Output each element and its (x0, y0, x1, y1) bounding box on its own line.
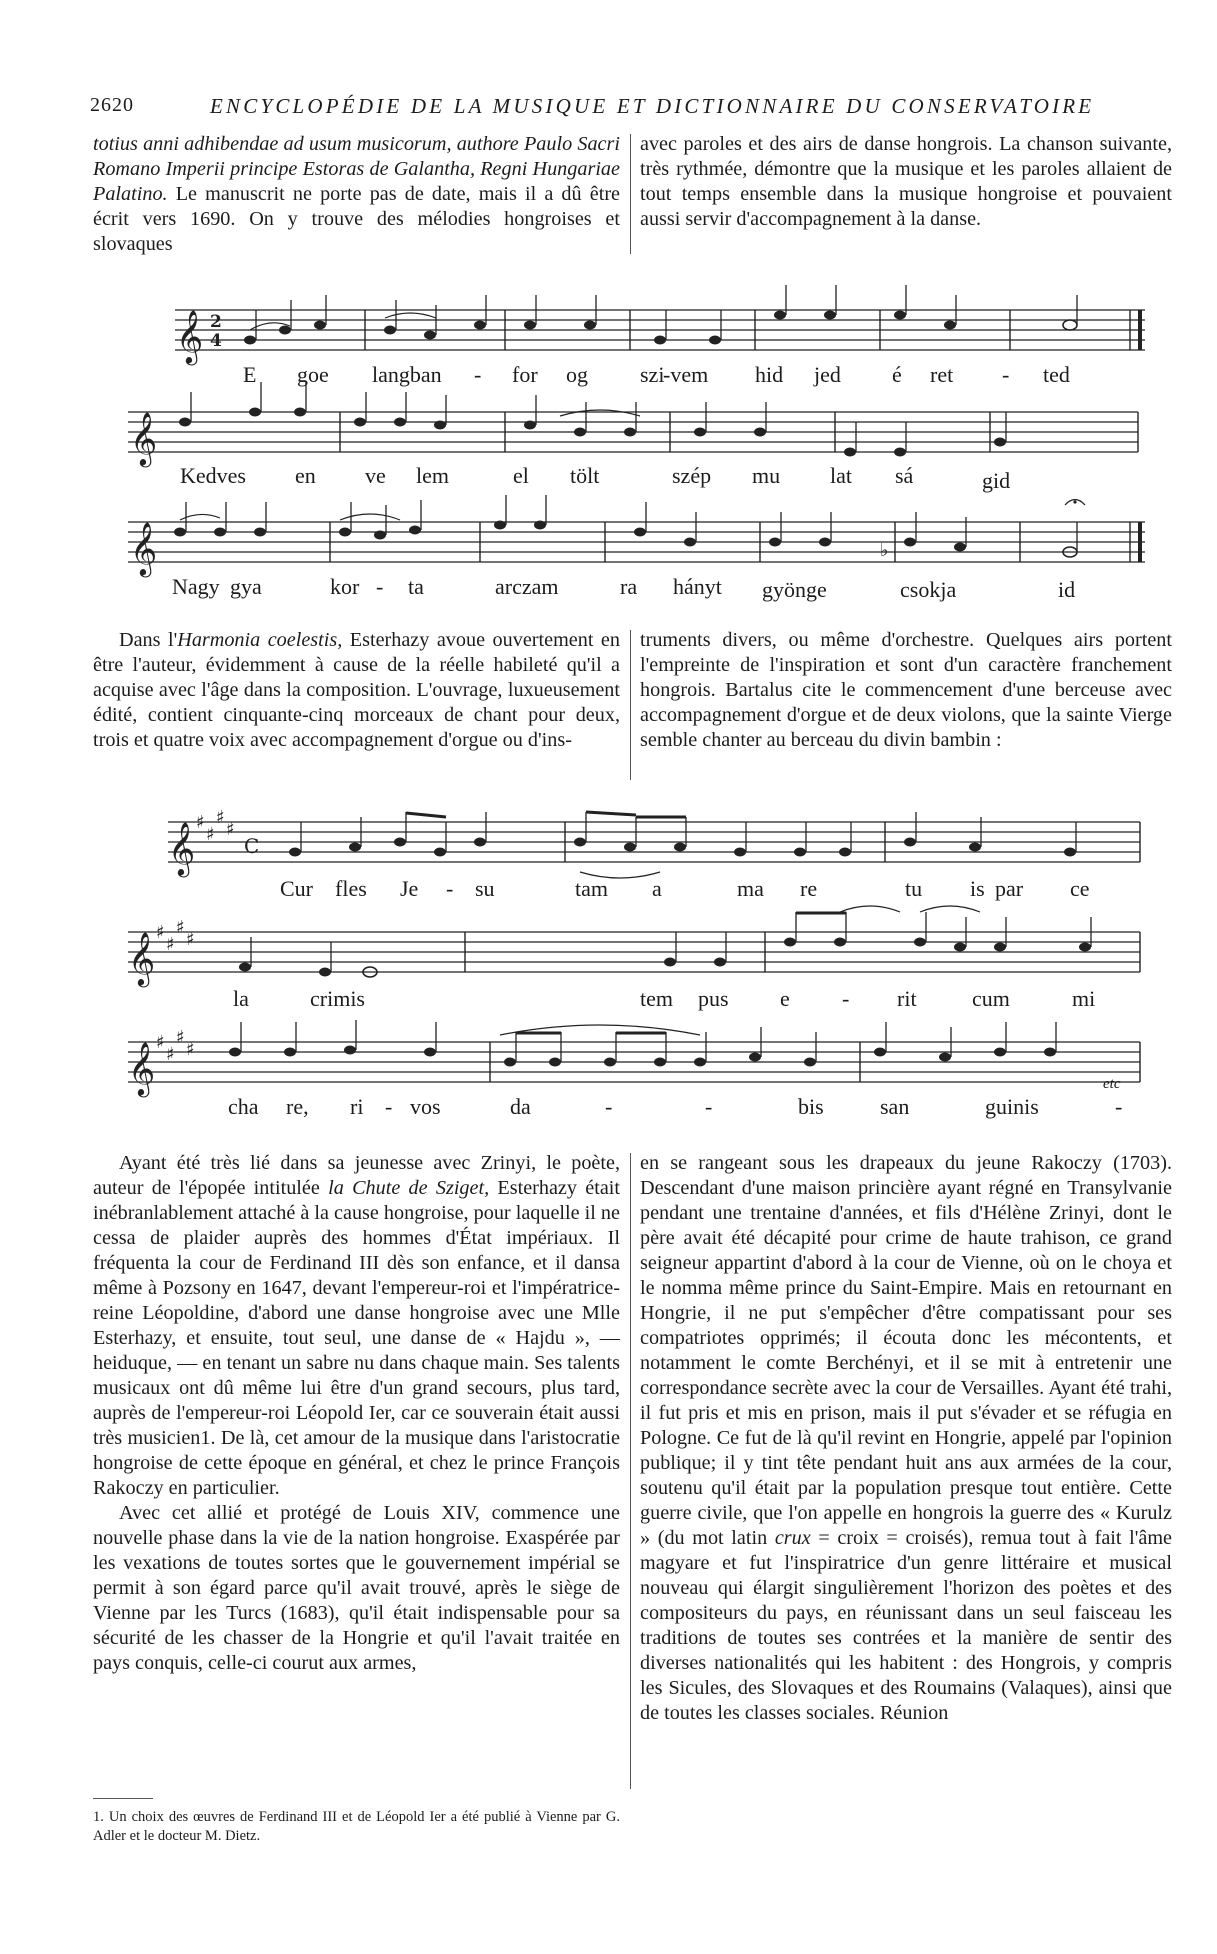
latin-title: totius anni adhibendae ad usum musicorum, authore Paulo Sacri Romano Imperii principe Estoras de Galantha, Regni Hungariae Palatino. (93, 133, 620, 205)
svg-text:♯: ♯ (166, 1044, 175, 1065)
para3-right-start: en se rangeant sous les drapeaux du jeune Rakoczy (1703). Descendant d'une maison princière ayant régné en Transylvanie pendant une trentaine d'années, et fils d'Hélène Zrinyi, dont le père avait été décapité pour crime de haute trahison, ce grand seigneur appartint d'abord à la cour de Vienne, où on le choya et le nomma même prince du Saint-Empire. Mais en retournant en Hongrie, il ne put s'empêcher d'être compatissant pour ses compatriotes opprimés; il écouta donc les mécontents, et notamment le comte Berchényi, et il se mit à entretenir une correspondance secrète avec la cour de Versailles. Ayant été trahi, il fut pris et mis en prison, mais il put s'évader et se réfugia en Pologne. Ce fut de là qu'il revint en Hongrie, appelé par l'opinion publique; il y tint tête pendant huit ans aux armées de la cour, soutenu qu'il était par la population presque tout entière. Cette guerre civile, que l'on appelle en hongrois la guerre des « Kurulz » (du mot latin (640, 1152, 1172, 1549)
lyric: en (295, 463, 316, 488)
column-divider (630, 1153, 631, 1789)
lyric: re, (286, 1094, 309, 1119)
lyric: vos (410, 1094, 441, 1119)
svg-text:♯: ♯ (186, 929, 195, 950)
treble-clef: 𝄞 (128, 931, 156, 985)
epic-title: la Chute de Sziget, (328, 1177, 490, 1199)
lyric: da (510, 1094, 531, 1119)
svg-text:4: 4 (210, 331, 222, 351)
lyric: - (474, 362, 482, 387)
para2-left-start: Dans l' (119, 629, 178, 651)
lyric: lat (830, 463, 852, 488)
lyric: - (446, 876, 454, 901)
svg-text:2: 2 (210, 312, 222, 332)
para3-left-second: Avec cet allié et protégé de Louis XIV, commence une nouvelle phase dans la vie de la nation hongroise. Exaspérée par les vexations de toutes sortes que le gouvernement impérial se permit à son égard parce qu'il avait trouvé, après le siège de Vienne par les Turcs (1683), qu'il était indispensable pour sa sécurité de les chasser de la Hongrie et qu'il l'avait traitée en pays conquis, celle-ci courut aux armes, (93, 1502, 620, 1674)
svg-text:♯: ♯ (156, 922, 165, 943)
running-title: ENCYCLOPÉDIE DE LA MUSIQUE ET DICTIONNAIRE DU CONSERVATOIRE (210, 94, 1095, 118)
lyric: langban (372, 362, 442, 387)
lyric: Nagy (172, 574, 220, 599)
para3-left-text: Esterhazy était inébranlablement attaché à la cause hongroise, pour laquelle il ne cessa de plaider auprès des hommes d'État impériaux. Il fréquenta la cour de Ferdinand III dès son enfance, et il dansa même à Pozsony en 1647, devant l'empereur-roi et l'impératrice-reine Léopoldine, d'abord une danse hongroise avec une Mlle Esterhazy, et ensuite, tout seul, une danse de « Hajdu », — heiduque, — en tenant un sabre nu dans chaque main. Ses talents musicaux ont dû même lui être d'un grand secours, plus tard, auprès de l'empereur-roi Léopold Ier, car ce souverain était aussi très musicien1. De là, cet amour de la musique dans l'aristocratie hongroise de cette époque en général, et chez le prince François Rakoczy en particulier. (93, 1177, 620, 1499)
svg-text:♯: ♯ (196, 812, 205, 833)
lyric: ra (620, 574, 638, 599)
lyric: la (233, 986, 249, 1011)
svg-text:♯: ♯ (176, 1027, 185, 1048)
lyric: tem (640, 986, 673, 1011)
stems (241, 812, 1091, 1062)
lyric: el (513, 463, 529, 488)
svg-text:♯: ♯ (176, 917, 185, 938)
lyric: E (243, 362, 257, 387)
lyric: - (842, 986, 850, 1011)
lyric: ta (408, 574, 424, 599)
lyric: fles (335, 876, 367, 901)
lyric: hányt (673, 574, 722, 599)
lyric: csokja (900, 577, 957, 602)
para2-left-text: Esterhazy avoue ouvertement en être l'auteur, évidemment à cause de la réelle habileté qu'il a acquise avec l'âge dans la composition. L'ouvrage, luxueusement édité, contient cinquante-cinq morceaux de chant pour deux, trois et quatre voix avec accompagnement d'orgue ou d'ins- (93, 629, 620, 751)
para3-right (640, 1151, 1172, 1726)
lyric: - (605, 1094, 613, 1119)
lyric: - (705, 1094, 713, 1119)
lyric: hid (755, 362, 784, 387)
lyric: mu (752, 463, 781, 488)
lyric: mi (1072, 986, 1096, 1011)
lyric: ve (365, 463, 386, 488)
svg-text:♯: ♯ (166, 934, 175, 955)
lyric: sá (895, 463, 914, 488)
lyric: lem (416, 463, 449, 488)
staff-lines (128, 822, 1140, 1082)
work-title: Harmonia coelestis, (177, 629, 343, 651)
lyric: - (376, 574, 384, 599)
lyric: goe (297, 362, 329, 387)
lyric: cha (228, 1094, 259, 1119)
lyric: pus (698, 986, 729, 1011)
svg-text:♯: ♯ (226, 819, 235, 840)
svg-text:♯: ♯ (186, 1039, 195, 1060)
lyric: e (780, 986, 790, 1011)
lyric: kor (330, 574, 360, 599)
treble-clef: 𝄞 (130, 411, 158, 465)
treble-clef: 𝄞 (176, 309, 204, 363)
page-number: 2620 (90, 94, 134, 116)
lyric: ted (1043, 362, 1070, 387)
footnote-rule (93, 1798, 153, 1799)
lyric: - (1115, 1094, 1123, 1119)
lyric: tu (905, 876, 923, 901)
para3-left-start: Ayant été très lié dans sa jeunesse avec Zrinyi, le poète, auteur de l'épopée intitulée (93, 1152, 620, 1199)
lyric: og (566, 362, 588, 387)
svg-text:♯: ♯ (156, 1032, 165, 1053)
lyric: re (800, 876, 818, 901)
lyric: szép (672, 463, 712, 488)
lyric: crimis (310, 986, 365, 1011)
para3-left (93, 1151, 620, 1676)
lyric: jed (814, 362, 841, 387)
lyric: ri (350, 1094, 364, 1119)
para1-right-text: avec paroles et des airs de danse hongrois. La chanson suivante, très rythmée, démontre que la musique et les paroles allaient de tout temps ensemble dans la musique hongroise et pouvaient aussi servir d'accompagnement à la danse. (640, 133, 1172, 230)
lyric: - (1002, 362, 1010, 387)
lyric: par (995, 876, 1024, 901)
lyric: for (512, 362, 538, 387)
lyric: arczam (495, 574, 559, 599)
treble-clef: 𝄞 (168, 821, 196, 875)
lyric: id (1058, 577, 1076, 602)
lyric: guinis (985, 1094, 1039, 1119)
lyric: ret (930, 362, 954, 387)
para2-right-text: truments divers, ou même d'orchestre. Quelques airs portent l'empreinte de l'inspiration et sont d'un caractère franchement hongrois. Bartalus cite le commencement d'une berceuse avec accompagnement d'orgue et de deux violons, que la sainte Vierge semble chanter au berceau du divin bambin : (640, 629, 1172, 751)
footnote: 1. Un choix des œuvres de Ferdinand III et de Léopold Ier a été publié à Vienne par G. Adler et le docteur M. Dietz. (93, 1809, 620, 1844)
lyric: gid (982, 468, 1011, 493)
etc-label: etc (1103, 1076, 1121, 1092)
lyric: tölt (570, 463, 600, 488)
lyric: cum (972, 986, 1010, 1011)
lyric: szi (640, 362, 665, 387)
latin-word: crux (774, 1527, 811, 1549)
lyric: su (475, 876, 495, 901)
lyric: ma (737, 876, 764, 901)
lyric: is (970, 876, 985, 901)
svg-text:♯: ♯ (216, 807, 225, 828)
svg-text:♯: ♯ (206, 824, 215, 845)
lyric: bis (798, 1094, 824, 1119)
para1-left-text: Le manuscrit ne porte pas de date, mais il a dû être écrit vers 1690. On y trouve des mélodies hongroises et slovaques (93, 183, 620, 255)
svg-text:♭: ♭ (880, 540, 889, 561)
lyric: gya (230, 574, 262, 599)
lyric: tam (575, 876, 608, 901)
lyric: san (880, 1094, 910, 1119)
lyric: a (652, 876, 662, 901)
lyric: - (385, 1094, 393, 1119)
lyric: ce (1070, 876, 1090, 901)
lyric: Je (400, 876, 419, 901)
treble-clef: 𝄞 (130, 521, 158, 575)
lyric: Cur (280, 876, 313, 901)
lyric: -vem (663, 362, 709, 387)
common-time: C (244, 834, 260, 858)
lyric: rit (897, 986, 917, 1011)
lyric: é (892, 362, 902, 387)
lyric: Kedves (180, 463, 246, 488)
lyric: gyönge (762, 577, 827, 602)
treble-clef: 𝄞 (128, 1041, 156, 1095)
para3-right-text: = croix = croisés), remua tout à fait l'âme magyare et fut l'inspiratrice d'un genre littéraire et musical nouveau qui élargit singulièrement l'horizon des poètes et des compositeurs du pays, en réunissant dans un seul faisceau les traditions de toutes ses contrées et la manière de sentir des diverses nationalités qui les habitent : des Hongrois, y compris les Sicules, des Slovaques et des Roumains (Valaques), ainsi que de toutes les classes sociales. Réunion (640, 1527, 1172, 1724)
